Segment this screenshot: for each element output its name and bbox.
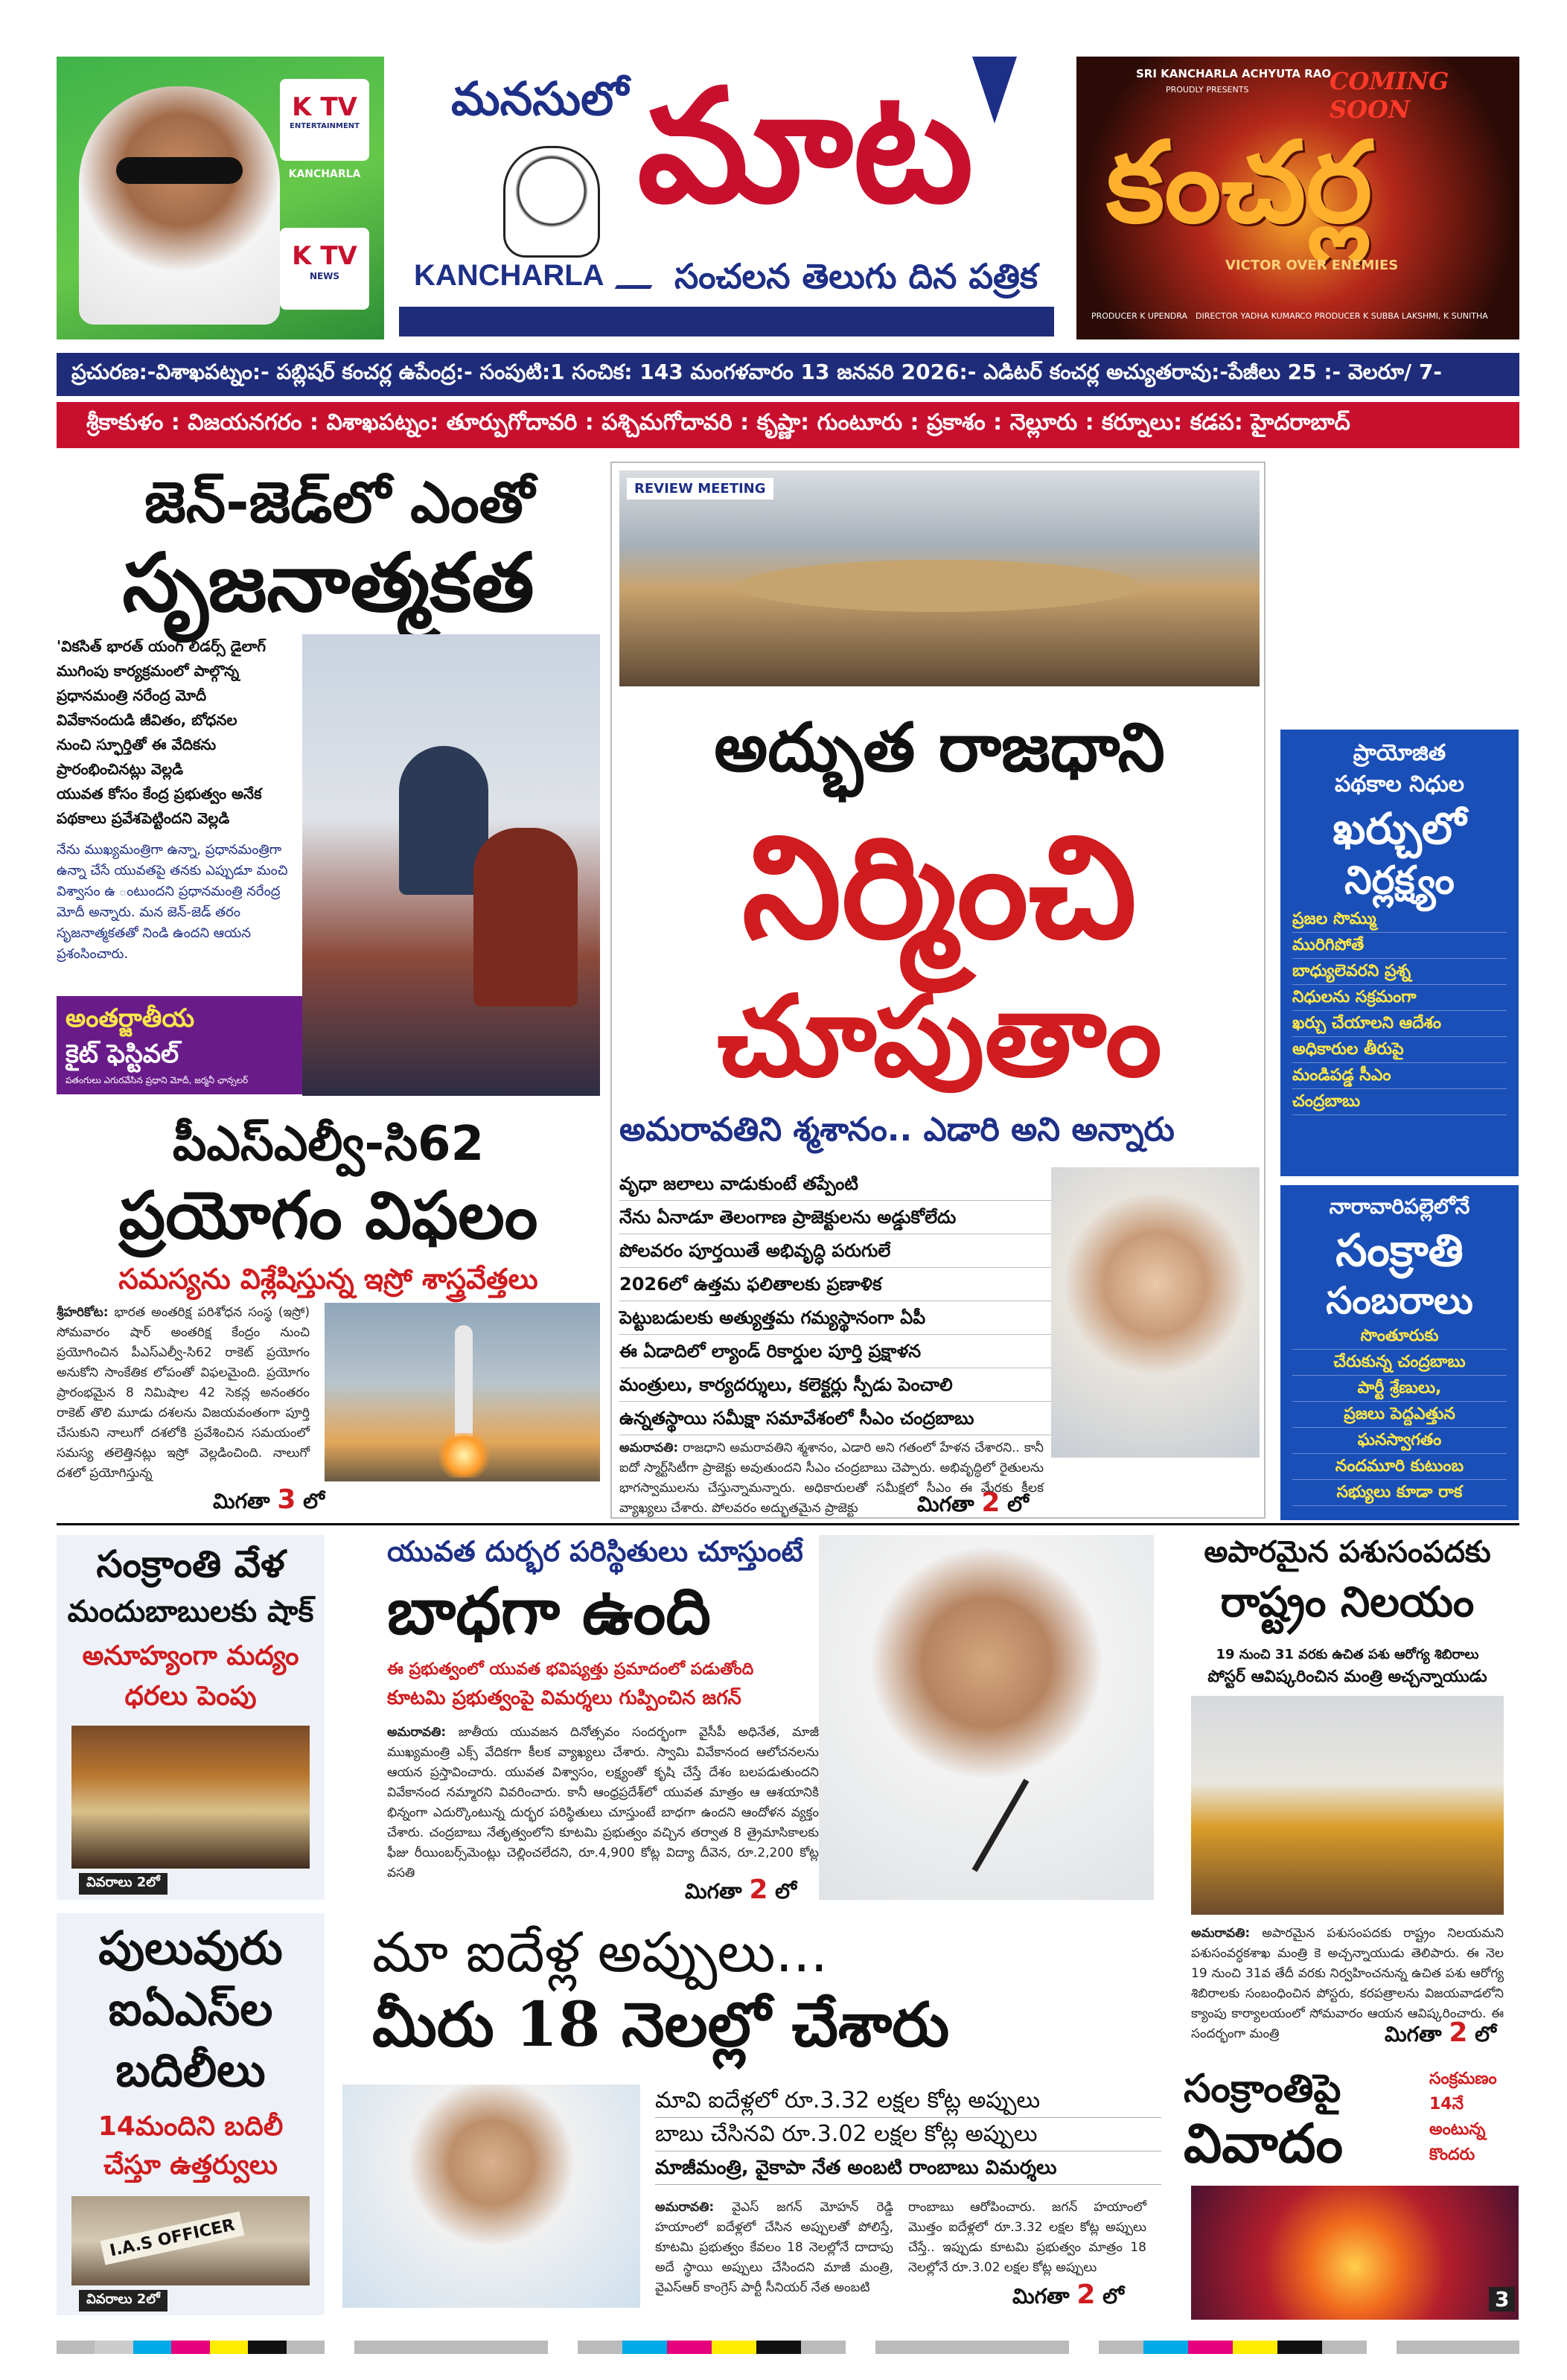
schemes-kicker-2: పథకాల నిధుల bbox=[1334, 771, 1465, 797]
print-registration-bar bbox=[57, 2341, 1519, 2354]
liquor-subhead-1: అనూహ్యంగా మద్యం bbox=[82, 1641, 299, 1671]
story-capital bbox=[610, 462, 1266, 1519]
publication-info-text: ప్రచురణ:-విశాఖపట్నం:- పబ్లిషర్ కంచర్ల ఉపేంద్ర:- సంపుటి:1 సంచిక: 143 మంగళవారం 13 జనవరి 2026:- ఎడిటర్ కంచర్ల అచ్యుతరావు:-పేజీలు 25 :- వెలరూ/ 7- bbox=[71, 360, 1443, 384]
paper-title-large: మాట bbox=[637, 54, 974, 237]
capital-bullets bbox=[619, 1167, 1051, 1435]
story-genz bbox=[57, 462, 600, 1109]
registration-strip bbox=[354, 2341, 548, 2354]
ias-sub-2: చేస్తూ ఉత్తర్వులు bbox=[103, 2150, 278, 2180]
livestock-body-text: అపారమైన పశుసంపదకు రాష్ట్రం నిలయమని పశుసంవర్ధకశాఖ మంత్రి కె అచ్చన్నాయుడు తెలిపారు. ఈ నెల 19 నుంచి 31వ తేదీ వరకు నిర్వహించనున్న ఉచిత పశు ఆరోగ్య శిబిరాలకు సంబంధించిన పోస్టరు, కరపత్రాలను విజయవాడలోని క్యాంపు కార్యాలయంలో సోమవారం ఆయన ఆవిష్కరించారు. ఈ సందర్భంగా మంత్రి bbox=[1191, 1926, 1504, 2041]
livestock-headline-1: అపారమైన పశుసంపదకు bbox=[1204, 1535, 1491, 1569]
debts-body-col2 bbox=[908, 2198, 1146, 2278]
chandrababu-photo bbox=[1051, 1167, 1260, 1458]
districts-text: శ్రీకాకుళం : విజయనగరం : విశాఖపట్నం: తూర్పుగోదావరి : పశ్చిమగోదావరి : కృష్ణా: గుంటూరు : ప్రకాశం : నెల్లూరు : కర్నూలు: కడప: హైదరాబాద్ bbox=[86, 409, 1350, 436]
debts-continued bbox=[1012, 2279, 1124, 2314]
genz-bullet: ముగింపు కార్యక్రమంలో పాల్గొన్న bbox=[57, 662, 240, 680]
genz-bullet: వివేకానందుడి జీవితం, బోధనల bbox=[57, 711, 237, 729]
pslv-body bbox=[57, 1303, 310, 1484]
sankranti-kicker: నారావారిపల్లెలోనే bbox=[1329, 1194, 1470, 1219]
capital-bullet: పోలవరం పూర్తయితే అభివృద్ధి పరుగులే bbox=[619, 1234, 1051, 1268]
liquor-subhead-2: ధరలు పెంపు bbox=[124, 1681, 257, 1711]
registration-strip bbox=[578, 2341, 846, 2354]
left-ad-logo-text-2: K TV bbox=[292, 241, 357, 271]
masthead-blue-line bbox=[399, 307, 1054, 336]
debts-continued-label: మిగతా bbox=[1012, 2284, 1070, 2309]
ias-sign-photo bbox=[71, 2196, 310, 2285]
left-ad-sunglasses bbox=[116, 157, 243, 184]
ias-sign-plate: I.A.S OFFICER bbox=[100, 2212, 245, 2265]
jagan-sub-1: ఈ ప్రభుత్వంలో యువత భవిష్యత్తు ప్రమాదంలో పడుతోంది bbox=[387, 1660, 754, 1679]
rocket-shape bbox=[455, 1325, 473, 1437]
pslv-continued-suffix: లో bbox=[303, 1489, 325, 1513]
schemes-item: మురిగిపోతే bbox=[1292, 933, 1507, 959]
debts-bullet: బాబు చేసినవి రూ.3.02 లక్షల కోట్ల అప్పులు bbox=[655, 2118, 1161, 2151]
capital-bullet: ఈ ఏడాదిలో ల్యాండ్ రికార్డుల పూర్తి ప్రక్షాళన bbox=[619, 1335, 1051, 1368]
livestock-sub-1: 19 నుంచి 31 వరకు ఉచిత పశు ఆరోగ్య శిబిరాలు bbox=[1216, 1647, 1479, 1662]
kite-person-2 bbox=[473, 828, 578, 1006]
livestock-sub-2: పోస్టర్ ఆవిష్కరించిన మంత్రి అచ్చన్నాయుడు bbox=[1207, 1668, 1487, 1686]
genz-quote: నేను ముఖ్యమంత్రిగా ఉన్నా, ప్రధానమంత్రిగా ఉన్నా చేసే యువతపై తనకు ఎప్పుడూ మంచి విశ్వాసం ఉ ంటుందని ప్రధానమంత్రి నరేంద్ర మోదీ అన్నారు. మన జెన్-జెడ్ తరం సృజనాత్మకతతో నిండి ఉందని ఆయన ప్రశంసించారు. bbox=[57, 842, 288, 962]
registration-strip bbox=[875, 2341, 1069, 2354]
dispute-side-1: సంక్రమణం bbox=[1429, 2070, 1497, 2088]
left-ad-logo-top bbox=[280, 79, 369, 161]
registration-strip bbox=[1099, 2341, 1367, 2354]
capital-continued-suffix: లో bbox=[1007, 1492, 1029, 1516]
genz-bullet: పథకాలు ప్రవేశపెట్టిందని వెల్లడి bbox=[57, 809, 230, 827]
capital-bullet: పెట్టుబడులకు అత్యుత్తమ గమ్యస్థానంగా ఏపీ bbox=[619, 1301, 1051, 1335]
schemes-item: అధికారుల తీరుపై bbox=[1292, 1037, 1507, 1063]
schemes-item: ప్రజల సొమ్ము bbox=[1292, 907, 1507, 933]
pslv-dateline: శ్రీహరికోట: bbox=[57, 1305, 109, 1320]
meeting-table bbox=[738, 560, 1140, 612]
registration-strip bbox=[57, 2341, 325, 2354]
schemes-item: బాధ్యులెవరని ప్రశ్న bbox=[1292, 959, 1507, 985]
capital-headline-1: అద్భుత రాజధాని bbox=[714, 709, 1165, 787]
capital-bullet: వృధా జలాలు వాడుకుంటే తప్పేంటి bbox=[619, 1167, 1051, 1201]
capital-continued-page: 2 bbox=[981, 1487, 1000, 1518]
pslv-continued-page: 3 bbox=[277, 1484, 296, 1515]
jagan-continued-suffix: లో bbox=[775, 1879, 797, 1904]
ias-more: వివరాలు 2లో bbox=[79, 2290, 167, 2312]
livestock-continued-label: మిగతా bbox=[1385, 2022, 1442, 2046]
left-ad[interactable] bbox=[57, 57, 384, 339]
genz-headline-2: సృజనాత్మకత bbox=[122, 536, 534, 630]
liquor-headline-2: మందుబాబులకు షాక్ bbox=[67, 1595, 314, 1629]
livestock-dateline: అమరావతి: bbox=[1191, 1926, 1251, 1941]
liquor-shop-photo bbox=[71, 1726, 310, 1869]
right-ad-credit-producer: PRODUCER K UPENDRA bbox=[1091, 311, 1187, 321]
livestock-continued-suffix: లో bbox=[1475, 2022, 1496, 2046]
paper-logo-portrait bbox=[503, 146, 600, 258]
schemes-item: నిధులను సక్రమంగా bbox=[1292, 985, 1507, 1011]
dispute-side-4: కొందరు bbox=[1429, 2145, 1475, 2164]
sankranti-headline-2: సంబరాలు bbox=[1326, 1279, 1473, 1322]
capital-dateline: అమరావతి: bbox=[619, 1441, 679, 1455]
debts-body-text-2: రాంబాబు ఆరోపించారు. జగన్ హయాంలో మొత్తం ఐదేళ్లలో రూ.3.32 లక్షల కోట్ల అప్పులు చేస్తే.. ఇప్పుడు కూటమి ప్రభుత్వం మాత్రం 18 నెలల్లోనే రూ.3.02 లక్షల కోట్ల అప్పులు bbox=[908, 2200, 1146, 2275]
debts-bullets bbox=[655, 2084, 1161, 2185]
right-ad-credit-director: DIRECTOR YADHA KUMAR bbox=[1196, 311, 1301, 321]
bonfire-photo bbox=[1191, 2186, 1519, 2320]
jagan-body bbox=[387, 1723, 819, 1883]
right-ad-presents: PROUDLY PRESENTS bbox=[1166, 85, 1249, 95]
sankranti-item: చేరుకున్న చంద్రబాబు bbox=[1292, 1350, 1507, 1376]
livestock-continued bbox=[1385, 2017, 1496, 2052]
review-meeting-banner: REVIEW MEETING bbox=[627, 478, 773, 500]
story-jagan bbox=[342, 1535, 1161, 1907]
capital-bullet: మంత్రులు, కార్యదర్శులు, కలెక్టర్లు స్పీడు పెంచాలి bbox=[619, 1368, 1051, 1402]
publication-info-bar bbox=[57, 353, 1519, 396]
sidebar-schemes bbox=[1280, 730, 1519, 1176]
left-ad-logo-text: K TV bbox=[292, 92, 357, 122]
sankranti-headline-1: సంక్రాతి bbox=[1335, 1225, 1464, 1277]
sankranti-item: సభ్యులు కూడా రాక bbox=[1292, 1480, 1507, 1506]
sankranti-item: ఘనస్వాగతం bbox=[1292, 1428, 1507, 1454]
right-ad-title: కంచర్ల bbox=[1106, 118, 1373, 248]
districts-bar bbox=[57, 402, 1519, 448]
debts-continued-suffix: లో bbox=[1102, 2284, 1124, 2309]
pslv-body-text: భారత అంతరిక్ష పరిశోధన సంస్థ (ఇస్రో) సోమవారం షార్ అంతరిక్ష కేంద్రం నుంచి ప్రయోగించిన పీఎస్ఎల్వీ-సి62 రాకెట్ ప్రయోగం అనుకోని సాంకేతిక లోపంతో విఫలమైంది. ప్రయోగం ప్రారంభమైన 8 నిమిషాల 42 సెకన్ల అనంతరం రాకెట్ తొలి మూడు దశలను విజయవంతంగా పూర్తి చేసుకుని నాలుగో దశలోకి ప్రవేశించిన సమయంలో సమస్య తలెత్తినట్లు ఇస్రో వెల్లడించింది. నాలుగో దశలో ప్రయోగిస్తున్న bbox=[57, 1305, 310, 1481]
genz-bullet: యువత కోసం కేంద్ర ప్రభుత్వం అనేక bbox=[57, 785, 262, 803]
sankranti-item: పార్టీ శ్రేణులు, bbox=[1292, 1376, 1507, 1402]
dispute-side bbox=[1429, 2067, 1519, 2168]
schemes-kicker-1: ప్రాయోజిత bbox=[1353, 740, 1446, 766]
debts-headline-2: మీరు 18 నెలల్లో చేశారు bbox=[372, 1989, 950, 2061]
genz-bullets bbox=[57, 634, 339, 831]
liquor-headline-1: సంక్రాంతి వేళ bbox=[96, 1542, 285, 1586]
debts-body-col1 bbox=[655, 2198, 893, 2298]
story-debts bbox=[342, 1921, 1161, 2315]
schemes-headline-1: ఖర్చులో bbox=[1333, 803, 1467, 854]
jagan-body-text: జాతీయ యువజన దినోత్సవం సందర్భంగా వైసీపీ అధినేత, మాజీ ముఖ్యమంత్రి ఎక్స్ వేదికగా కీలక వ్యాఖ్యలు చేశారు. స్వామి వివేకానంద ఆలోచనలను ఆయన ప్రస్తావించారు. యువత విశ్వాసం, లక్ష్యంతో కృషి చేస్తే దేశం బలపడుతుందని వివేకానంద నమ్మారని వివరించారు. కానీ ఆంధ్రప్రదేశ్‌లో యువత మాత్రం ఆ ఆశయానికి భిన్నంగా ఎదుర్కొంటున్న దుర్భర పరిస్థితులు చూస్తుంటే బాధగా ఉందని ఆందోళన వ్యక్తం చేశారు. చంద్రబాబు నేతృత్వంలోని కూటమి ప్రభుత్వం వచ్చిన తర్వాత 8 త్రైమాసికాలకు ఫీజు రీయింబర్స్‌మెంట్లు చెల్లించలేదని, రూ.4,900 కోట్ల విద్యా దీవెన, రూ.2,200 కోట్ల వసతి bbox=[387, 1725, 819, 1880]
genz-bullet: నుంచి స్ఫూర్తితో ఈ వేదికను bbox=[57, 736, 217, 753]
capital-bullet: ఉన్నతస్థాయి సమీక్షా సమావేశంలో సీఎం చంద్రబాబు bbox=[619, 1402, 1051, 1435]
jagan-kicker: యువత దుర్భర పరిస్థితులు చూస్తుంటే bbox=[387, 1535, 803, 1568]
paper-tagline: సంచలన తెలుగు దిన పత్రిక bbox=[674, 256, 1038, 296]
kite-label-1: అంతర్జాతీయ bbox=[66, 1004, 195, 1033]
left-ad-logo-news: NEWS bbox=[309, 271, 340, 281]
story-livestock bbox=[1176, 1535, 1519, 2056]
paper-title-small: మనసులో bbox=[451, 71, 628, 126]
capital-headline-2: నిర్మించి bbox=[741, 804, 1137, 970]
story-dispute bbox=[1176, 2067, 1519, 2320]
rocket-flame bbox=[436, 1433, 491, 1478]
pen-nib-icon bbox=[972, 57, 1017, 124]
kite-caption: పతంగులు ఎగురవేసిన ప్రధాని మోదీ, జర్మనీ ఛాన్సలర్ bbox=[66, 1075, 249, 1085]
livestock-event-photo bbox=[1191, 1696, 1504, 1915]
story-pslv bbox=[57, 1117, 600, 1519]
genz-headline-1: జెన్-జెడ్‌లో ఎంతో bbox=[144, 469, 534, 535]
capital-body-text: రాజధాని అమరావతిని శ్మశానం, ఎడారి అని గతంలో హేళన చేశారని.. కానీ ఐదో స్మార్ట్‌సిటీగా ప్రాజెక్టు అవుతుందని సీఎం చంద్రబాబు చెప్పారు. అభివృద్ధిలో రైతులను భాగస్వాములను చేస్తున్నామన్నారు. అధికారులతో సమీక్షలో సీఎం ఈ మేరకు కీలక వ్యాఖ్యలు చేశారు. పోలవరం అద్భుతమైన ప్రాజెక్టు bbox=[619, 1441, 1044, 1516]
kite-festival-photo bbox=[302, 634, 600, 1096]
left-ad-logo-bottom bbox=[280, 228, 369, 310]
sankranti-item: నందమూరి కుటుంబ bbox=[1292, 1454, 1507, 1480]
capital-continued-label: మిగతా bbox=[917, 1492, 974, 1516]
pslv-continued bbox=[213, 1484, 325, 1519]
page-number: 3 bbox=[1489, 2287, 1515, 2312]
story-liquor bbox=[57, 1535, 325, 1900]
capital-continued bbox=[917, 1487, 1029, 1522]
capital-bullet: 2026లో ఉత్తమ ఫలితాలకు ప్రణాళిక bbox=[619, 1268, 1051, 1301]
genz-bullet: ప్రధానమంత్రి నరేంద్ర మోదీ bbox=[57, 686, 207, 704]
jagan-headline: బాధగా ఉంది bbox=[387, 1574, 712, 1649]
jagan-continued-label: మిగతా bbox=[685, 1879, 742, 1904]
right-ad-credit-coproducer: CO PRODUCER K SUBBA LAKSHMI, K SUNITHA bbox=[1300, 311, 1488, 321]
pslv-headline-1: పీఎస్ఎల్వీ-సి62 bbox=[172, 1117, 485, 1172]
dispute-headline-1: సంక్రాంతిపై bbox=[1184, 2067, 1341, 2111]
jagan-continued-page: 2 bbox=[749, 1875, 768, 1905]
pslv-continued-label: మిగతా bbox=[213, 1489, 270, 1513]
pslv-rocket-photo bbox=[325, 1303, 600, 1481]
story-ias bbox=[57, 1913, 325, 2315]
left-ad-portrait bbox=[79, 86, 280, 325]
masthead bbox=[57, 54, 1519, 339]
ias-headline-3: బదిలీలు bbox=[115, 2043, 266, 2097]
right-ad-tagline: VICTOR OVER ENEMIES bbox=[1225, 258, 1399, 273]
liquor-more: వివరాలు 2లో bbox=[79, 1873, 167, 1895]
dispute-side-2: 14నే bbox=[1429, 2095, 1464, 2113]
schemes-item: చంద్రబాబు bbox=[1292, 1089, 1507, 1115]
ias-headline-2: ఐఏఎస్‌ల bbox=[108, 1982, 273, 2036]
pslv-headline-2: ప్రయోగం విఫలం bbox=[118, 1176, 538, 1254]
registration-strip bbox=[1397, 2341, 1519, 2354]
capital-headline-3: చూపుతాం bbox=[717, 971, 1162, 1102]
debts-body-text-1: వైఎస్ జగన్ మోహన్ రెడ్డి హయాంలో ఐదేళ్లలో చేసిన అప్పులతో పోలిస్తే, కూటమి ప్రభుత్వం కేవలం 18 నెలల్లోనే దాదాపు అదే స్థాయి అప్పులు చేసిందని మాజీ మంత్రి, వైఎస్ఆర్ కాంగ్రెస్ పార్టీ సీనియర్ నేత అంబటి bbox=[655, 2200, 893, 2295]
schemes-headline-2: నిర్లక్ష్యం bbox=[1344, 858, 1455, 903]
livestock-continued-page: 2 bbox=[1449, 2017, 1468, 2048]
debts-bullet: మాజీమంత్రి, వైకాపా నేత అంబటి రాంబాబు విమర్శలు bbox=[655, 2151, 1161, 2185]
debts-bullet: మావి ఐదేళ్లలో రూ.3.32 లక్షల కోట్ల అప్పులు bbox=[655, 2084, 1161, 2118]
jagan-sub-2: కూటమి ప్రభుత్వంపై విమర్శలు గుప్పించిన జగన్ bbox=[387, 1687, 741, 1709]
right-ad-movie[interactable] bbox=[1076, 57, 1519, 339]
schemes-item: మండిపడ్డ సీఎం bbox=[1292, 1063, 1507, 1089]
genz-bullet: ప్రారంభించినట్లు వెల్లడి bbox=[57, 760, 184, 778]
kite-label-box bbox=[57, 996, 302, 1094]
debts-dateline: అమరావతి: bbox=[655, 2200, 715, 2215]
livestock-headline-2: రాష్ట్రం నిలయం bbox=[1220, 1578, 1475, 1627]
kite-label-2: కైట్ ఫెస్టివల్ bbox=[66, 1039, 179, 1069]
sidebar-sankranti bbox=[1280, 1185, 1519, 1520]
jagan-continued bbox=[685, 1875, 797, 1909]
capital-subhead: అమరావతిని శ్మశానం.. ఎడారి అని అన్నారు bbox=[619, 1111, 1175, 1149]
ias-sub-1: 14మందిని బదిలీ bbox=[98, 2111, 284, 2142]
review-meeting-photo bbox=[619, 470, 1260, 686]
sankranti-item: ప్రజలు పెద్దఎత్తున bbox=[1292, 1402, 1507, 1428]
schemes-item: ఖర్చు చేయాలని ఆదేశం bbox=[1292, 1011, 1507, 1037]
right-ad-coming: COMING SOON bbox=[1330, 67, 1449, 124]
paper-kancharla: KANCHARLA bbox=[414, 259, 604, 292]
dispute-headline-2: వివాదం bbox=[1184, 2111, 1343, 2175]
dispute-side-3: అంటున్న bbox=[1429, 2120, 1486, 2139]
left-ad-kancharla: KANCHARLA bbox=[288, 168, 361, 180]
ambati-photo bbox=[342, 2084, 640, 2308]
debts-continued-page: 2 bbox=[1076, 2279, 1096, 2310]
genz-bullet: 'వికసిత్ భారత్ యంగ్ లీడర్స్ డైలాగ్ bbox=[57, 637, 267, 655]
jagan-dateline: అమరావతి: bbox=[387, 1725, 447, 1740]
debts-headline-1: మా ఐదేళ్ల అప్పులు... bbox=[372, 1921, 829, 1985]
section-divider bbox=[57, 1523, 1519, 1525]
sankranti-item: సొంతూరుకు bbox=[1292, 1324, 1507, 1350]
pslv-subhead: సమస్యను విశ్లేషిస్తున్న ఇస్రో శాస్త్రవేత్తలు bbox=[118, 1263, 538, 1295]
right-ad-producer-top: SRI KANCHARLA ACHYUTA RAO bbox=[1136, 67, 1332, 80]
left-ad-logo-sub: ENTERTAINMENT bbox=[290, 122, 360, 130]
capital-bullet: నేను ఏనాడూ తెలంగాణ ప్రాజెక్టులను అడ్డుకోలేదు bbox=[619, 1201, 1051, 1234]
ias-headline-1: పులువురు bbox=[98, 1921, 283, 1975]
quill-icon bbox=[615, 262, 666, 289]
